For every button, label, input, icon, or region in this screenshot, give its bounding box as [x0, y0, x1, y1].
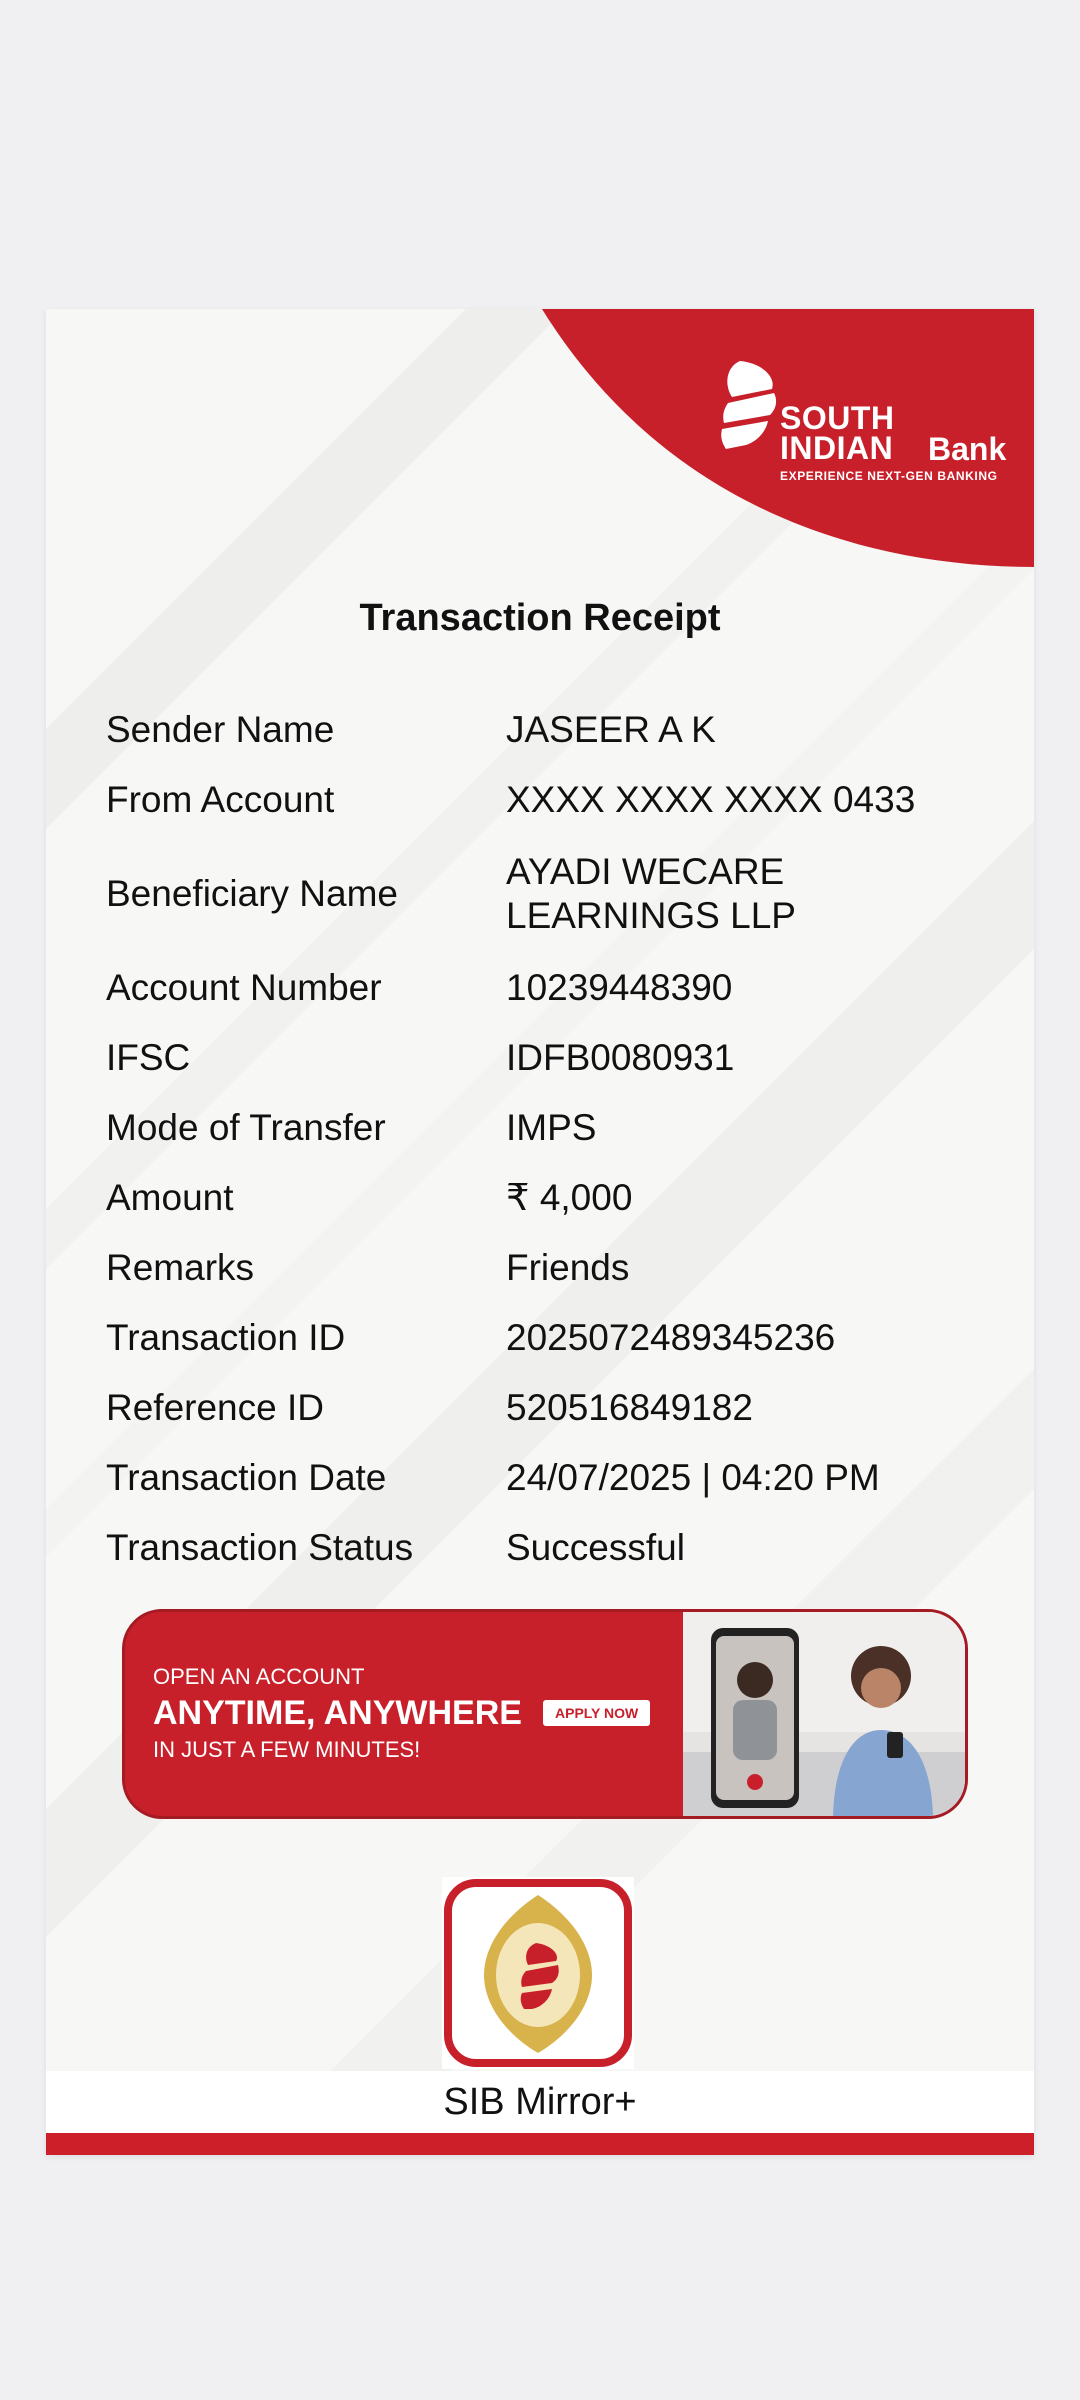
row-transaction-status — [106, 1513, 1006, 1583]
row-label: Transaction Status — [106, 1527, 414, 1568]
apply-now-button[interactable]: APPLY NOW — [543, 1700, 650, 1726]
footer-bar — [46, 2133, 1034, 2155]
logo-wordmark — [780, 400, 895, 466]
row-value: AYADI WECARE LEARNINGS LLP — [506, 851, 796, 936]
row-label: Transaction Date — [106, 1457, 387, 1498]
row-label: Account Number — [106, 967, 382, 1008]
logo-south: SOUTH — [780, 400, 895, 436]
banner-text — [153, 1664, 522, 1763]
row-value: 520516849182 — [506, 1387, 753, 1428]
row-label: Reference ID — [106, 1387, 324, 1428]
row-value: XXXX XXXX XXXX 0433 — [506, 779, 916, 820]
receipt-details — [106, 695, 1006, 1583]
receipt-card — [46, 309, 1034, 2155]
banner-line3: IN JUST A FEW MINUTES! — [153, 1737, 421, 1762]
row-from-account — [106, 765, 1006, 835]
row-value: IDFB0080931 — [506, 1037, 735, 1078]
row-label: From Account — [106, 779, 335, 820]
receipt-title: Transaction Receipt — [359, 597, 721, 639]
row-value: 10239448390 — [506, 967, 733, 1008]
logo-bank: Bank — [928, 431, 1007, 467]
app-name: SIB Mirror+ — [443, 2081, 637, 2123]
row-value: 24/07/2025 | 04:20 PM — [506, 1457, 880, 1498]
row-beneficiary-name — [106, 835, 1006, 953]
banner-line2: ANYTIME, ANYWHERE — [153, 1694, 522, 1732]
sib-logo-icon — [718, 359, 780, 469]
row-amount — [106, 1163, 1006, 1233]
row-label: Mode of Transfer — [106, 1107, 386, 1148]
row-ifsc — [106, 1023, 1006, 1093]
row-account-number — [106, 953, 1006, 1023]
sib-mirror-app-icon — [442, 1877, 634, 2069]
row-value: ₹ 4,000 — [506, 1177, 633, 1218]
open-account-banner[interactable] — [122, 1609, 968, 1819]
row-value: IMPS — [506, 1107, 597, 1148]
banner-line1: OPEN AN ACCOUNT — [153, 1664, 365, 1689]
row-mode-of-transfer — [106, 1093, 1006, 1163]
row-label: Remarks — [106, 1247, 255, 1288]
row-remarks — [106, 1233, 1006, 1303]
row-sender-name — [106, 695, 1006, 765]
row-transaction-date — [106, 1443, 1006, 1513]
banner-photo — [683, 1612, 965, 1819]
row-label: Amount — [106, 1177, 234, 1218]
row-value: 2025072489345236 — [506, 1317, 836, 1358]
row-transaction-id — [106, 1303, 1006, 1373]
row-label: Sender Name — [106, 709, 335, 750]
row-value: JASEER A K — [506, 709, 716, 750]
logo-tagline: EXPERIENCE NEXT-GEN BANKING — [780, 469, 998, 483]
south-indian-bank-logo — [718, 351, 1008, 481]
row-label: Transaction ID — [106, 1317, 346, 1358]
logo-indian: INDIAN — [780, 430, 894, 466]
row-reference-id — [106, 1373, 1006, 1443]
row-value: Friends — [506, 1247, 630, 1288]
row-label: Beneficiary Name — [106, 873, 399, 914]
row-value: Successful — [506, 1527, 685, 1568]
row-label: IFSC — [106, 1037, 191, 1078]
